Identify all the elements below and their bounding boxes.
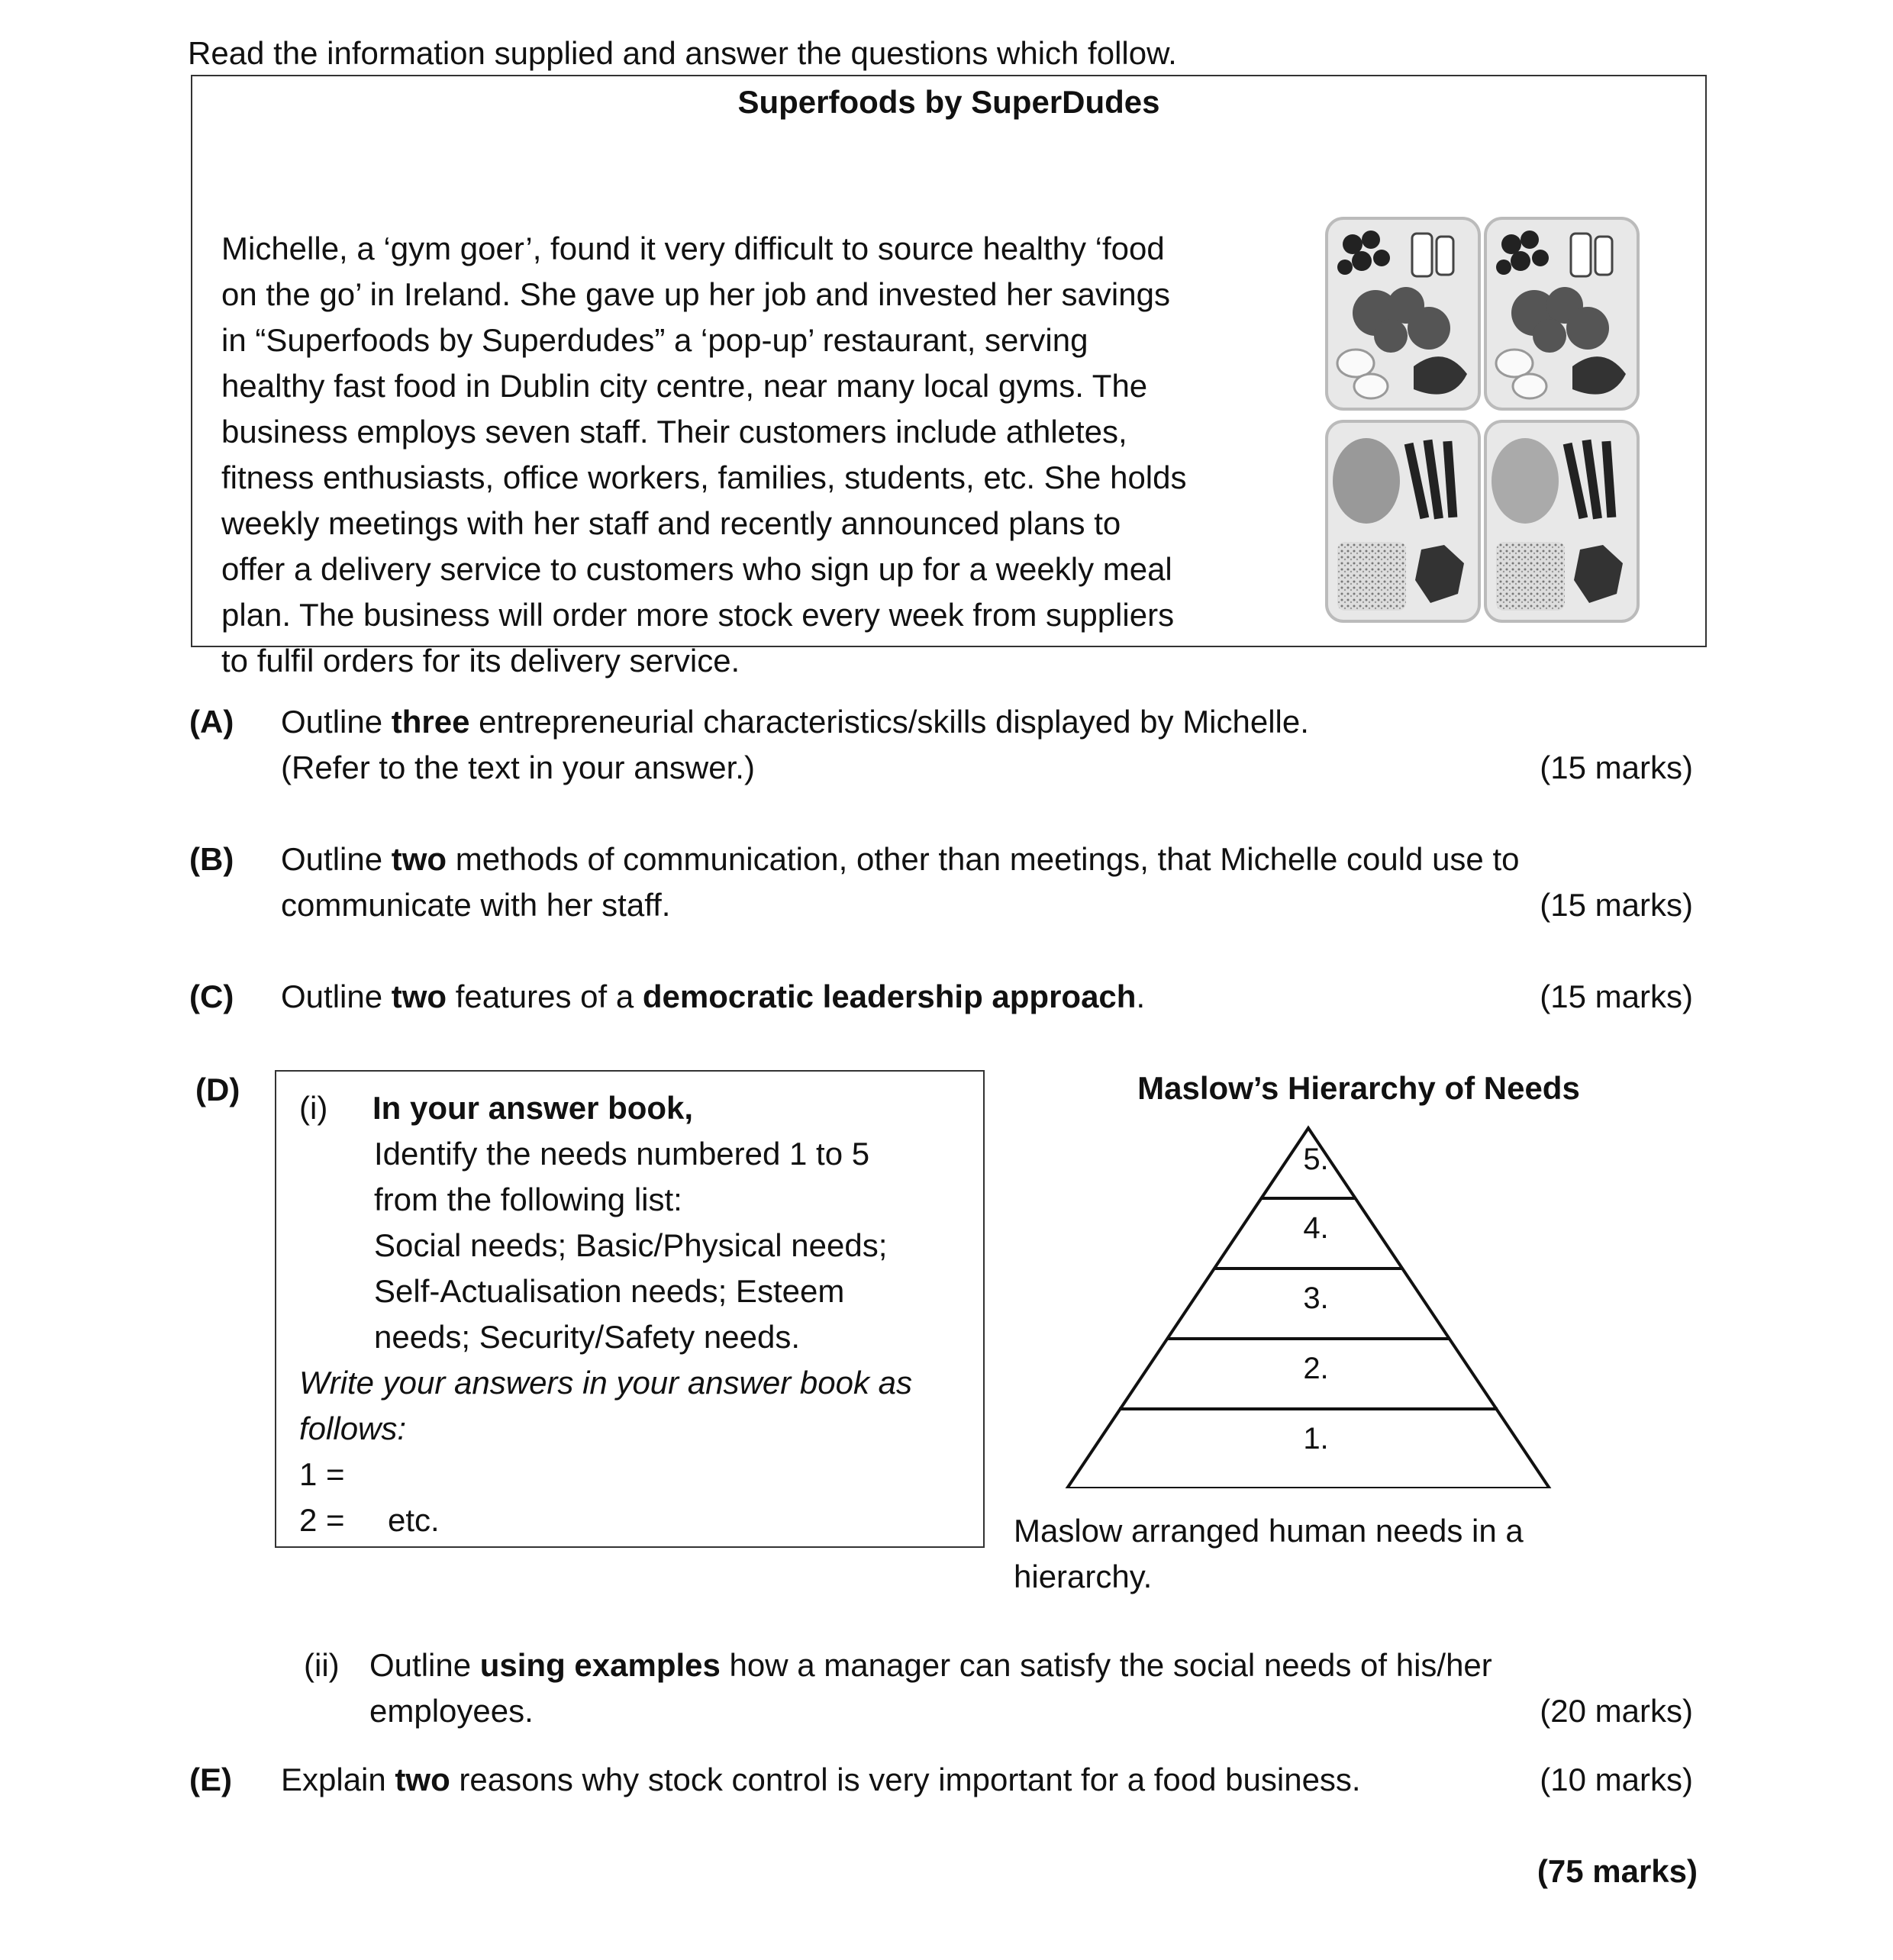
- question-c-mid: features of a: [447, 978, 643, 1014]
- question-b-marks: (15 marks): [1540, 887, 1693, 923]
- part-i-line: Social needs; Basic/Physical needs;: [374, 1227, 888, 1263]
- part-ii-emphasis: using examples: [479, 1647, 721, 1683]
- question-c-post: .: [1136, 978, 1146, 1014]
- write-instruction-line: follows:: [299, 1410, 407, 1446]
- answer-format-2: 2 =: [299, 1502, 345, 1538]
- total-marks: (75 marks): [1537, 1853, 1698, 1889]
- question-c-emphasis: two: [391, 978, 447, 1014]
- intro-text: Read the information supplied and answer the questions which follow.: [188, 35, 1177, 71]
- maslow-caption-line: Maslow arranged human needs in a: [1014, 1513, 1524, 1549]
- question-d-instruction-box: [275, 1070, 985, 1548]
- pyramid-level-5: 5.: [1303, 1143, 1329, 1176]
- part-i-line: Identify the needs numbered 1 to 5: [374, 1136, 870, 1172]
- case-text: [221, 226, 1473, 684]
- case-line: business employs seven staff. Their customers include athletes,: [221, 414, 1127, 450]
- part-i-line: needs; Security/Safety needs.: [374, 1319, 800, 1355]
- question-c-label: (C): [189, 978, 234, 1014]
- case-title: Superfoods by SuperDudes: [737, 84, 1160, 120]
- question-b-emphasis: two: [391, 841, 447, 877]
- question-a-line2: (Refer to the text in your answer.): [281, 750, 755, 785]
- question-c-pre: Outline: [281, 978, 392, 1014]
- lunchbox-photo: [1322, 214, 1643, 626]
- part-i-label: (i): [299, 1090, 328, 1126]
- part-ii-text: [369, 1642, 1713, 1688]
- case-line: fitness enthusiasts, office workers, families, students, etc. She holds: [221, 459, 1187, 495]
- part-i-body: [299, 1131, 971, 1360]
- question-d-instructions: [299, 1085, 971, 1543]
- pyramid-level-2: 2.: [1303, 1352, 1329, 1385]
- part-ii-label: (ii): [304, 1647, 340, 1683]
- part-ii-line2: employees.: [369, 1693, 534, 1729]
- part-i-line: Self-Actualisation needs; Esteem: [374, 1273, 845, 1309]
- question-b-pre: Outline: [281, 841, 392, 877]
- question-a-label: (A): [189, 704, 234, 740]
- question-c-emphasis-2: democratic leadership approach: [642, 978, 1137, 1014]
- case-line: offer a delivery service to customers who sign up for a weekly meal: [221, 551, 1172, 587]
- part-i-line: from the following list:: [374, 1181, 682, 1217]
- case-line: weekly meetings with her staff and recently announced plans to: [221, 505, 1121, 541]
- maslow-title: Maslow’s Hierarchy of Needs: [1137, 1070, 1580, 1106]
- pyramid-level-4: 4.: [1303, 1211, 1329, 1245]
- part-ii-post: how a manager can satisfy the social needs of his/her: [720, 1647, 1492, 1683]
- question-b-text: [281, 837, 1701, 882]
- question-a-marks: (15 marks): [1540, 750, 1693, 785]
- case-line: to fulfil orders for its delivery service.: [221, 643, 740, 679]
- part-ii-marks: (20 marks): [1540, 1693, 1693, 1729]
- case-line: on the go’ in Ireland. She gave up her job and invested her savings: [221, 276, 1170, 312]
- maslow-caption-line: hierarchy.: [1014, 1559, 1153, 1594]
- pyramid-level-1: 1.: [1303, 1422, 1329, 1455]
- question-e-post: reasons why stock control is very important for a food business.: [450, 1762, 1361, 1797]
- question-a-text: [281, 699, 1701, 745]
- maslow-caption: [1014, 1508, 1594, 1600]
- question-c-marks: (15 marks): [1540, 978, 1693, 1014]
- question-e-emphasis: two: [395, 1762, 450, 1797]
- write-instruction-line: Write your answers in your answer book as: [299, 1365, 912, 1401]
- question-e-label: (E): [189, 1762, 232, 1797]
- case-line: plan. The business will order more stock every week from suppliers: [221, 597, 1175, 633]
- maslow-pyramid-diagram: [1061, 1122, 1580, 1488]
- question-b-label: (B): [189, 841, 234, 877]
- answer-format-etc: etc.: [388, 1502, 440, 1538]
- case-line: healthy fast food in Dublin city centre, near many local gyms. The: [221, 368, 1148, 404]
- case-line: in “Superfoods by Superdudes” a ‘pop-up’ restaurant, serving: [221, 322, 1088, 358]
- question-b-post: methods of communication, other than meetings, that Michelle could use to: [447, 841, 1520, 877]
- question-a-post: entrepreneurial characteristics/skills displayed by Michelle.: [469, 704, 1309, 740]
- pyramid-level-3: 3.: [1303, 1281, 1329, 1315]
- question-c-text: [281, 974, 1701, 1020]
- question-e-marks: (10 marks): [1540, 1762, 1693, 1797]
- question-a-emphasis: three: [391, 704, 470, 740]
- part-ii-pre: Outline: [369, 1647, 480, 1683]
- question-e-text: [281, 1757, 1701, 1803]
- question-b-line2: communicate with her staff.: [281, 887, 671, 923]
- question-d-label: (D): [195, 1072, 240, 1107]
- part-i-heading: In your answer book,: [372, 1090, 694, 1126]
- question-e-pre: Explain: [281, 1762, 395, 1797]
- case-line: Michelle, a ‘gym goer’, found it very difficult to source healthy ‘food: [221, 230, 1165, 266]
- answer-format-1: 1 =: [299, 1456, 345, 1492]
- case-study-box: [191, 75, 1707, 679]
- question-a-pre: Outline: [281, 704, 392, 740]
